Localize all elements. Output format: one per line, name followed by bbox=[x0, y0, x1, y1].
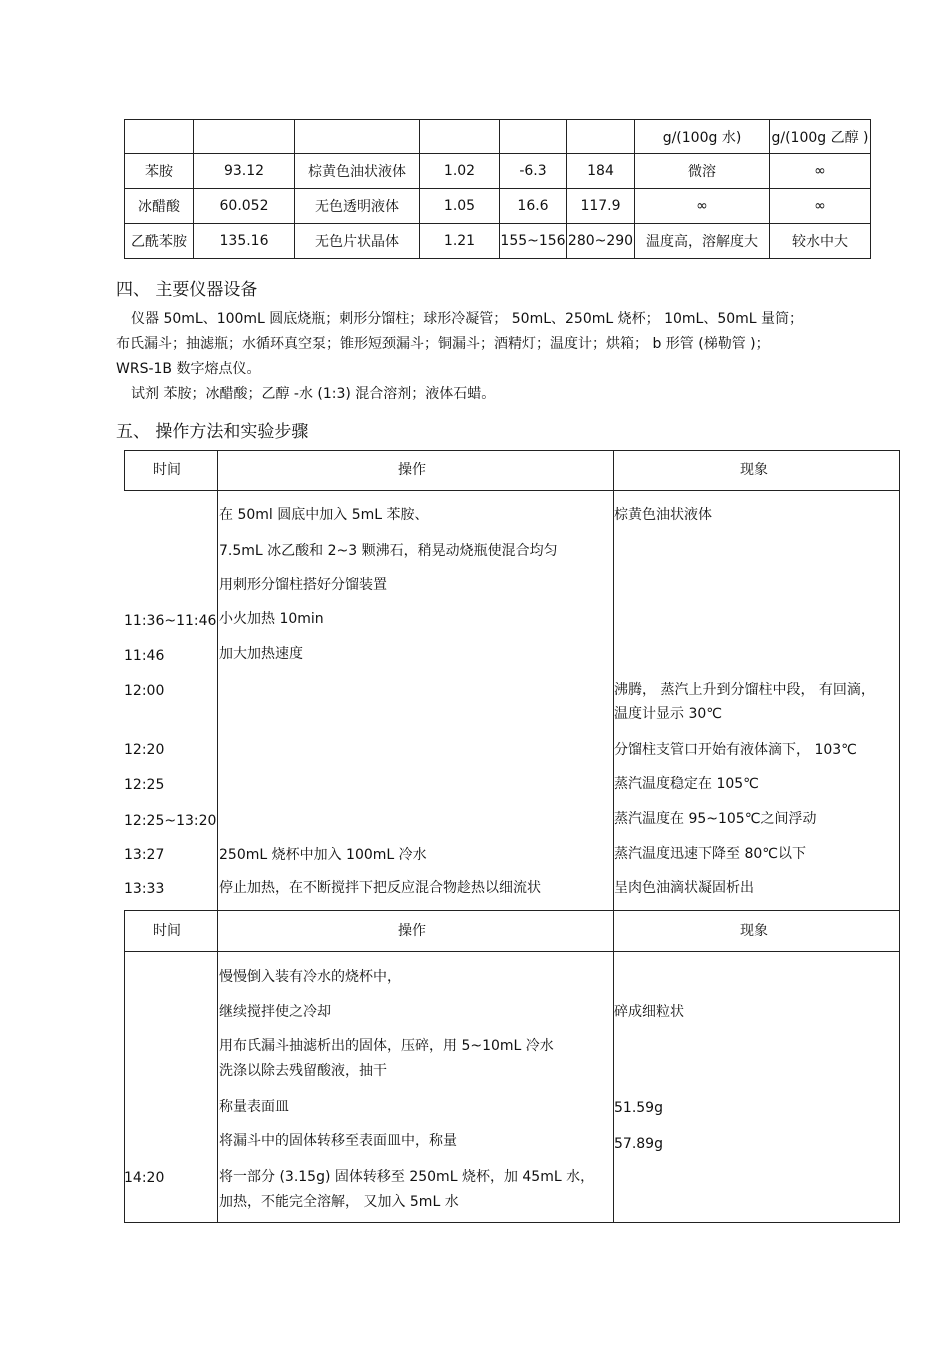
equipment-line: WRS-1B 数字熔点仪。 bbox=[116, 361, 261, 377]
solubility-water: 温度高，溶解度大 bbox=[635, 224, 770, 259]
density: 1.21 bbox=[420, 224, 500, 259]
boiling-point: 117.9 bbox=[567, 189, 635, 224]
table-row bbox=[125, 154, 871, 189]
compound-name: 冰醋酸 bbox=[125, 189, 194, 224]
operation-line: 继续搅拌使之冷却 bbox=[219, 1004, 331, 1020]
operation-line: 停止加热，在不断搅拌下把反应混合物趁热以细流状 bbox=[219, 880, 541, 896]
phenomenon-line: 蒸汽温度在 95~105℃之间浮动 bbox=[614, 811, 817, 827]
compound-name: 苯胺 bbox=[125, 154, 194, 189]
header-phenomenon: 现象 bbox=[740, 923, 768, 939]
equipment-line: 布氏漏斗；抽滤瓶；水循环真空泵；锥形短颈漏斗；铜漏斗；酒精灯；温度计；烘箱； b 形管 (梯勒管 )； bbox=[116, 336, 770, 352]
appearance: 无色片状晶体 bbox=[295, 224, 420, 259]
header-time: 时间 bbox=[153, 462, 181, 478]
solubility-water: ∞ bbox=[635, 189, 770, 224]
phenomenon-line: 蒸汽温度迅速下降至 80℃以下 bbox=[614, 846, 806, 862]
melting-point: 155~156 bbox=[500, 224, 567, 259]
molar-mass: 93.12 bbox=[194, 154, 295, 189]
header-cell: g/(100g 乙醇 ) bbox=[770, 120, 871, 154]
header-operation: 操作 bbox=[398, 462, 426, 478]
operation-line: 在 50ml 圆底中加入 5mL 苯胺、 bbox=[219, 507, 429, 523]
time-cell: 12:25 bbox=[124, 777, 165, 793]
table-row bbox=[125, 189, 871, 224]
phenomenon-line: 分馏柱支管口开始有液体滴下， 103℃ bbox=[614, 742, 857, 758]
molar-mass: 60.052 bbox=[194, 189, 295, 224]
phenomenon-line: 51.59g bbox=[614, 1100, 663, 1116]
melting-point: -6.3 bbox=[500, 154, 567, 189]
time-cell: 12:00 bbox=[124, 683, 165, 699]
time-cell: 11:46 bbox=[124, 648, 165, 664]
header-cell: g/(100g 水) bbox=[635, 120, 770, 154]
operation-line: 小火加热 10min bbox=[219, 611, 324, 627]
melting-point: 16.6 bbox=[500, 189, 567, 224]
operation-line: 用刺形分馏柱搭好分馏装置 bbox=[219, 577, 387, 593]
header-phenomenon: 现象 bbox=[740, 462, 768, 478]
section4-title: 四、 主要仪器设备 bbox=[116, 280, 258, 300]
boiling-point: 280~290 bbox=[567, 224, 635, 259]
boiling-point: 184 bbox=[567, 154, 635, 189]
operation-line: 7.5mL 冰乙酸和 2~3 颗沸石，稍晃动烧瓶使混合均匀 bbox=[219, 543, 558, 559]
equipment-line: 仪器 50mL、100mL 圆底烧瓶；刺形分馏柱；球形冷凝管； 50mL、250mL 烧杯； 10mL、50mL 量筒； bbox=[131, 311, 804, 327]
section5-title: 五、 操作方法和实验步骤 bbox=[116, 422, 309, 442]
appearance: 棕黄色油状液体 bbox=[295, 154, 420, 189]
phenomenon-line: 沸腾， 蒸汽上升到分馏柱中段， 有回滴， bbox=[614, 682, 875, 698]
header-cell bbox=[500, 120, 567, 154]
density: 1.05 bbox=[420, 189, 500, 224]
phenomenon-line: 棕黄色油状液体 bbox=[614, 507, 712, 523]
header-cell bbox=[420, 120, 500, 154]
header-cell bbox=[194, 120, 295, 154]
time-cell: 14:20 bbox=[124, 1170, 165, 1186]
header-cell bbox=[567, 120, 635, 154]
phenomenon-line: 呈肉色油滴状凝固析出 bbox=[614, 880, 754, 896]
time-cell: 13:27 bbox=[124, 847, 165, 863]
properties-table bbox=[124, 119, 871, 259]
operation-line: 称量表面皿 bbox=[219, 1099, 289, 1115]
time-cell: 12:20 bbox=[124, 742, 165, 758]
appearance: 无色透明液体 bbox=[295, 189, 420, 224]
phenomenon-line: 碎成细粒状 bbox=[614, 1004, 684, 1020]
reagents-line: 试剂 苯胺；冰醋酸；乙醇 -水 (1:3) 混合溶剂；液体石蜡。 bbox=[131, 386, 496, 402]
header-time: 时间 bbox=[153, 923, 181, 939]
header-cell bbox=[295, 120, 420, 154]
operation-line: 加热，不能完全溶解， 又加入 5mL 水 bbox=[219, 1194, 459, 1210]
operation-line: 将一部分 (3.15g) 固体转移至 250mL 烧杯，加 45mL 水， bbox=[219, 1169, 595, 1185]
phenomenon-line: 温度计显示 30℃ bbox=[614, 706, 722, 722]
phenomenon-line: 57.89g bbox=[614, 1136, 663, 1152]
operation-line: 加大加热速度 bbox=[219, 646, 303, 662]
time-cell: 12:25~13:20 bbox=[124, 813, 217, 829]
operation-line: 慢慢倒入装有冷水的烧杯中， bbox=[219, 969, 401, 985]
operation-line: 用布氏漏斗抽滤析出的固体，压碎，用 5~10mL 冷水 bbox=[219, 1038, 554, 1054]
time-cell: 11:36~11:46 bbox=[124, 613, 217, 629]
operation-line: 250mL 烧杯中加入 100mL 冷水 bbox=[219, 847, 427, 863]
operation-line: 洗涤以除去残留酸液，抽干 bbox=[219, 1063, 387, 1079]
solubility-ethanol: ∞ bbox=[770, 189, 871, 224]
solubility-water: 微溶 bbox=[635, 154, 770, 189]
solubility-ethanol: ∞ bbox=[770, 154, 871, 189]
solubility-ethanol: 较水中大 bbox=[770, 224, 871, 259]
operation-line: 将漏斗中的固体转移至表面皿中，称量 bbox=[219, 1133, 457, 1149]
table-row bbox=[125, 224, 871, 259]
time-cell: 13:33 bbox=[124, 881, 165, 897]
molar-mass: 135.16 bbox=[194, 224, 295, 259]
properties-header-row bbox=[125, 120, 871, 154]
density: 1.02 bbox=[420, 154, 500, 189]
header-operation: 操作 bbox=[398, 923, 426, 939]
header-cell bbox=[125, 120, 194, 154]
compound-name: 乙酰苯胺 bbox=[125, 224, 194, 259]
phenomenon-line: 蒸汽温度稳定在 105℃ bbox=[614, 776, 759, 792]
